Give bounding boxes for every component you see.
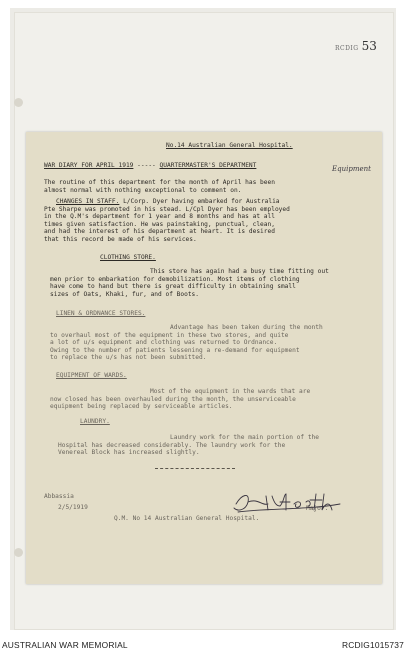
rank: Major.	[306, 505, 329, 512]
clothing-line: men prior to embarkation for demobilization. Most items of clothing	[50, 275, 300, 283]
folio-prefix: RCDIG	[335, 45, 359, 52]
staff-first-text: L/Corp. Dyer having embarked for Australia	[119, 198, 280, 205]
staff-line: and had the interest of his department at heart. It is desired	[44, 228, 275, 236]
folio-number	[335, 35, 377, 54]
footer-archive-name: AUSTRALIAN WAR MEMORIAL	[2, 640, 128, 650]
date: 2/5/1919	[58, 504, 88, 511]
signatory-title: Q.M. No 14 Australian General Hospital.	[114, 515, 260, 522]
staff-line: Pte Sharpe was promoted in his stead. L/Cpl Dyer has been employed	[44, 205, 290, 213]
staff-first-line	[56, 198, 280, 206]
diary-title-line	[44, 162, 256, 170]
clothing-line: This store has again had a busy time fitting out	[150, 268, 329, 275]
wards-line: equipment being replaced by serviceable articles.	[50, 403, 233, 411]
intro-line: almost normal with nothing exceptional to comment on.	[44, 186, 242, 194]
clothing-line: sizes of Oats, Khaki, fur, and of Boots.	[50, 290, 200, 298]
diary-title: WAR DIARY FOR APRIL 1919	[44, 162, 134, 169]
folio-page-number: 53	[361, 39, 377, 53]
hospital-title: No.14 Australian General Hospital.	[166, 142, 293, 149]
diary-document	[26, 132, 382, 584]
staff-line: times given satisfaction. He was painstaking, punctual, clean,	[44, 220, 275, 228]
place: Abbassia	[44, 493, 74, 500]
clothing-line: have come to hand but there is great difficulty in obtaining small	[50, 283, 296, 291]
linen-line: Owing to the number of patients lessening a re-demand for equipment	[50, 346, 300, 354]
footer-record-id: RCDIG1015737	[342, 640, 404, 650]
clothing-heading: CLOTHING STORE.	[100, 254, 156, 261]
intro-line: The routine of this department for the month of April has been	[44, 179, 275, 186]
linen-heading: LINEN & ORDNANCE STORES.	[56, 310, 146, 317]
diary-dashes: -----	[137, 162, 156, 169]
laundry-line: Hospital has decreased considerably. The laundry work for the	[58, 441, 286, 449]
staff-line: that this record be made of his services.	[44, 236, 197, 243]
linen-line: to replace the u/s has not been submitted.	[50, 354, 207, 362]
closing-rule	[155, 468, 235, 469]
staff-line: in the Q.M's department for 1 year and 8 months and has at all	[44, 213, 275, 221]
staff-heading: CHANGES IN STAFF.	[56, 198, 120, 205]
wards-line: Most of the equipment in the wards that are	[150, 388, 311, 395]
department-title: QUARTERMASTER'S DEPARTMENT	[159, 162, 257, 169]
punch-hole	[14, 98, 23, 107]
punch-hole	[14, 548, 23, 557]
laundry-heading: LAUNDRY.	[80, 418, 110, 425]
wards-heading: EQUIPMENT OF WARDS.	[56, 372, 127, 379]
linen-line: Advantage has been taken during the month	[170, 324, 323, 331]
laundry-line: Laundry work for the main portion of the	[170, 434, 320, 441]
linen-line: a lot of u/s equipment and clothing was returned to Ordnance.	[50, 339, 278, 347]
handwritten-annotation: Equipment	[332, 165, 371, 173]
linen-line: to overhaul most of the equipment in these two stores, and quite	[50, 331, 289, 339]
wards-line: now closed has been overhauled during the month, the unserviceable	[50, 395, 296, 403]
laundry-line: Venereal Block has increased slightly.	[58, 449, 200, 457]
handwritten-signature	[228, 488, 348, 516]
